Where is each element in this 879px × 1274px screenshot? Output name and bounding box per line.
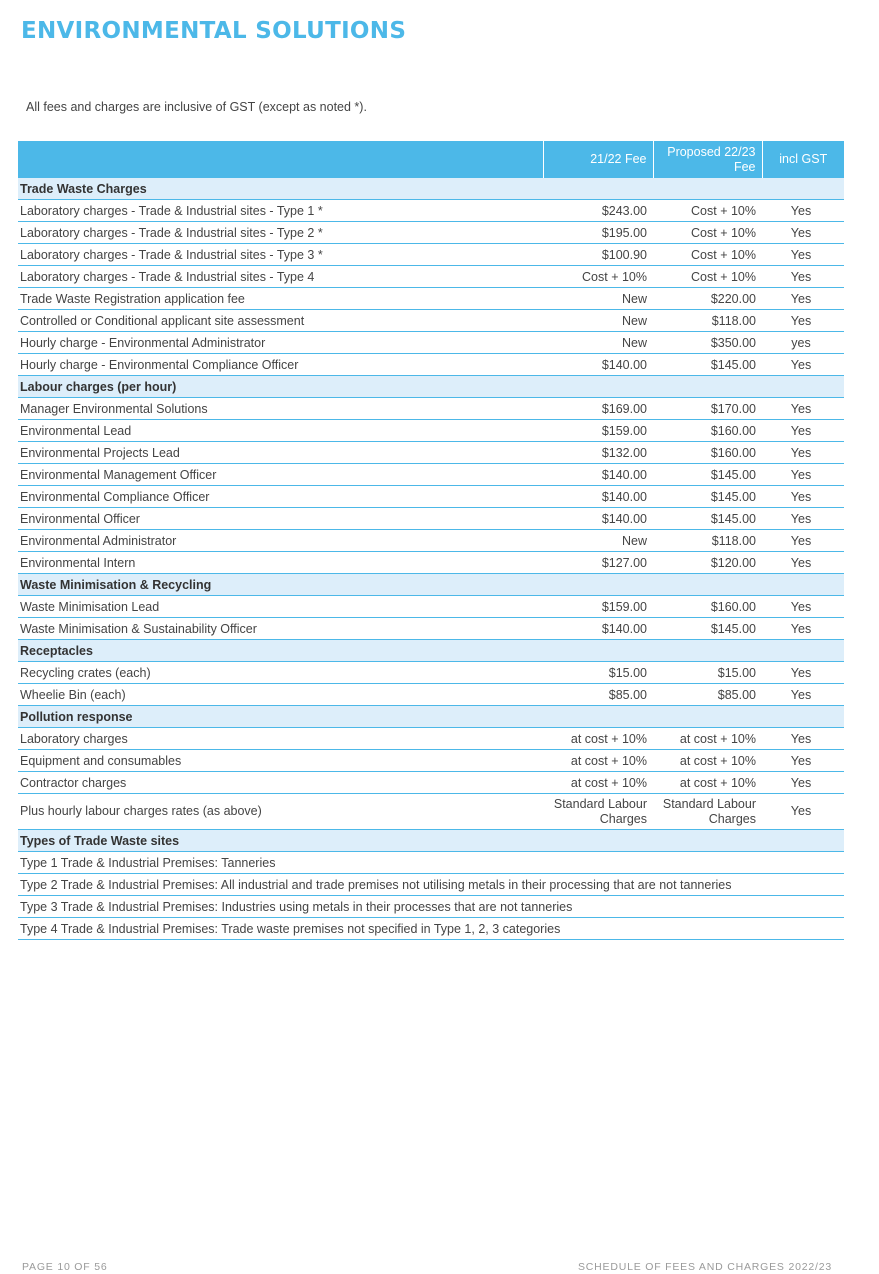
incl-gst-value: Yes — [762, 420, 844, 442]
fee-2122: Standard Labour Charges — [543, 794, 653, 830]
fee-row — [18, 442, 844, 464]
fee-row — [18, 200, 844, 222]
fee-description: Recycling crates (each) — [18, 662, 543, 684]
incl-gst-value: Yes — [762, 772, 844, 794]
fee-2122: $140.00 — [543, 508, 653, 530]
fee-row — [18, 750, 844, 772]
fee-description: Laboratory charges - Trade & Industrial sites - Type 1 * — [18, 200, 543, 222]
fee-2122: at cost + 10% — [543, 728, 653, 750]
fee-row — [18, 794, 844, 830]
fee-row — [18, 596, 844, 618]
header-2122-fee: 21/22 Fee — [543, 141, 653, 178]
fee-description: Laboratory charges - Trade & Industrial sites - Type 4 — [18, 266, 543, 288]
fee-description: Manager Environmental Solutions — [18, 398, 543, 420]
incl-gst-value: Yes — [762, 486, 844, 508]
fee-2122: at cost + 10% — [543, 750, 653, 772]
fee-proposed-2223: $15.00 — [653, 662, 762, 684]
incl-gst-value: Yes — [762, 200, 844, 222]
section-header-row — [18, 376, 844, 398]
incl-gst-value: Yes — [762, 618, 844, 640]
fee-proposed-2223: Cost + 10% — [653, 244, 762, 266]
fee-row — [18, 420, 844, 442]
fee-row — [18, 464, 844, 486]
fee-proposed-2223: $350.00 — [653, 332, 762, 354]
fee-row — [18, 530, 844, 552]
fee-proposed-2223: at cost + 10% — [653, 772, 762, 794]
fee-2122: $243.00 — [543, 200, 653, 222]
section-header-row — [18, 574, 844, 596]
section-label: Waste Minimisation & Recycling — [18, 574, 844, 596]
incl-gst-value: Yes — [762, 662, 844, 684]
fee-proposed-2223: $145.00 — [653, 618, 762, 640]
site-type-row — [18, 874, 844, 896]
incl-gst-value: Yes — [762, 310, 844, 332]
fee-2122: at cost + 10% — [543, 772, 653, 794]
incl-gst-value: Yes — [762, 530, 844, 552]
fee-row — [18, 618, 844, 640]
fee-row — [18, 222, 844, 244]
section-label: Trade Waste Charges — [18, 178, 844, 200]
incl-gst-value: Yes — [762, 398, 844, 420]
fee-description: Environmental Intern — [18, 552, 543, 574]
fee-proposed-2223: at cost + 10% — [653, 750, 762, 772]
fee-2122: $127.00 — [543, 552, 653, 574]
fee-2122: $140.00 — [543, 464, 653, 486]
fee-description: Equipment and consumables — [18, 750, 543, 772]
fee-description: Trade Waste Registration application fee — [18, 288, 543, 310]
page-number: PAGE 10 OF 56 — [22, 1261, 108, 1273]
incl-gst-value: Yes — [762, 266, 844, 288]
fee-description: Waste Minimisation & Sustainability Officer — [18, 618, 543, 640]
fee-proposed-2223: $85.00 — [653, 684, 762, 706]
site-type-description: Type 1 Trade & Industrial Premises: Tanneries — [18, 852, 844, 874]
fee-proposed-2223: $170.00 — [653, 398, 762, 420]
fee-proposed-2223: $118.00 — [653, 310, 762, 332]
fee-proposed-2223: $160.00 — [653, 442, 762, 464]
incl-gst-value: Yes — [762, 552, 844, 574]
fee-proposed-2223: $160.00 — [653, 596, 762, 618]
fee-proposed-2223: $118.00 — [653, 530, 762, 552]
fee-description: Environmental Administrator — [18, 530, 543, 552]
fee-proposed-2223: $120.00 — [653, 552, 762, 574]
fee-row — [18, 508, 844, 530]
header-proposed-fee: Proposed 22/23 Fee — [653, 141, 762, 178]
fee-description: Laboratory charges - Trade & Industrial sites - Type 2 * — [18, 222, 543, 244]
section-header-row — [18, 640, 844, 662]
fee-proposed-2223: $145.00 — [653, 354, 762, 376]
fee-proposed-2223: $145.00 — [653, 508, 762, 530]
section-header-row — [18, 706, 844, 728]
fee-row — [18, 266, 844, 288]
fee-description: Plus hourly labour charges rates (as above) — [18, 794, 543, 830]
fee-description: Environmental Management Officer — [18, 464, 543, 486]
incl-gst-value: Yes — [762, 244, 844, 266]
incl-gst-value: Yes — [762, 596, 844, 618]
gst-note: All fees and charges are inclusive of GST (except as noted *). — [26, 100, 367, 114]
fee-2122: $132.00 — [543, 442, 653, 464]
site-type-description: Type 3 Trade & Industrial Premises: Industries using metals in their processes that are not tanneries — [18, 896, 844, 918]
fee-row — [18, 772, 844, 794]
site-type-row — [18, 896, 844, 918]
fee-2122: $140.00 — [543, 354, 653, 376]
fee-2122: $195.00 — [543, 222, 653, 244]
incl-gst-value: Yes — [762, 750, 844, 772]
incl-gst-value: Yes — [762, 222, 844, 244]
fee-description: Waste Minimisation Lead — [18, 596, 543, 618]
fee-row — [18, 684, 844, 706]
incl-gst-value: Yes — [762, 442, 844, 464]
header-incl-gst: incl GST — [762, 141, 844, 178]
fees-table-body — [18, 178, 844, 940]
fee-2122: New — [543, 310, 653, 332]
fee-row — [18, 662, 844, 684]
fee-proposed-2223: $145.00 — [653, 486, 762, 508]
incl-gst-value: Yes — [762, 684, 844, 706]
table-header-row — [18, 141, 844, 178]
fee-proposed-2223: $220.00 — [653, 288, 762, 310]
fee-row — [18, 728, 844, 750]
fee-description: Environmental Compliance Officer — [18, 486, 543, 508]
fee-row — [18, 310, 844, 332]
site-type-row — [18, 918, 844, 940]
fee-2122: $100.90 — [543, 244, 653, 266]
fee-proposed-2223: Standard Labour Charges — [653, 794, 762, 830]
incl-gst-value: Yes — [762, 794, 844, 830]
incl-gst-value: Yes — [762, 508, 844, 530]
fee-2122: $140.00 — [543, 486, 653, 508]
fee-description: Environmental Projects Lead — [18, 442, 543, 464]
fee-proposed-2223: at cost + 10% — [653, 728, 762, 750]
section-label: Receptacles — [18, 640, 844, 662]
fee-row — [18, 332, 844, 354]
incl-gst-value: Yes — [762, 464, 844, 486]
incl-gst-value: yes — [762, 332, 844, 354]
incl-gst-value: Yes — [762, 354, 844, 376]
fee-2122: $85.00 — [543, 684, 653, 706]
fee-row — [18, 486, 844, 508]
fee-2122: $140.00 — [543, 618, 653, 640]
fee-2122: New — [543, 288, 653, 310]
fee-description: Laboratory charges — [18, 728, 543, 750]
section-label: Labour charges (per hour) — [18, 376, 844, 398]
fee-description: Hourly charge - Environmental Compliance Officer — [18, 354, 543, 376]
section-label: Pollution response — [18, 706, 844, 728]
fee-description: Environmental Lead — [18, 420, 543, 442]
fee-description: Controlled or Conditional applicant site assessment — [18, 310, 543, 332]
fee-2122: Cost + 10% — [543, 266, 653, 288]
document-title: SCHEDULE OF FEES AND CHARGES 2022/23 — [577, 1261, 832, 1273]
fee-row — [18, 288, 844, 310]
incl-gst-value: Yes — [762, 288, 844, 310]
fee-2122: $159.00 — [543, 420, 653, 442]
fees-table — [18, 141, 844, 940]
fee-proposed-2223: Cost + 10% — [653, 222, 762, 244]
fee-2122: $15.00 — [543, 662, 653, 684]
fee-description: Hourly charge - Environmental Administrator — [18, 332, 543, 354]
fee-proposed-2223: Cost + 10% — [653, 200, 762, 222]
fee-proposed-2223: $145.00 — [653, 464, 762, 486]
fee-description: Laboratory charges - Trade & Industrial sites - Type 3 * — [18, 244, 543, 266]
fee-proposed-2223: $160.00 — [653, 420, 762, 442]
fee-2122: New — [543, 332, 653, 354]
site-type-description: Type 4 Trade & Industrial Premises: Trade waste premises not specified in Type 1, 2, 3 categories — [18, 918, 844, 940]
page-title: ENVIRONMENTAL SOLUTIONS — [21, 18, 407, 44]
fee-description: Wheelie Bin (each) — [18, 684, 543, 706]
fee-description: Environmental Officer — [18, 508, 543, 530]
fee-2122: New — [543, 530, 653, 552]
fee-row — [18, 552, 844, 574]
fee-row — [18, 398, 844, 420]
fee-row — [18, 354, 844, 376]
fee-2122: $169.00 — [543, 398, 653, 420]
fee-2122: $159.00 — [543, 596, 653, 618]
incl-gst-value: Yes — [762, 728, 844, 750]
site-type-row — [18, 852, 844, 874]
fee-description: Contractor charges — [18, 772, 543, 794]
fee-row — [18, 244, 844, 266]
section-label: Types of Trade Waste sites — [18, 830, 844, 852]
section-header-row — [18, 178, 844, 200]
fee-proposed-2223: Cost + 10% — [653, 266, 762, 288]
header-description — [18, 141, 543, 178]
site-type-description: Type 2 Trade & Industrial Premises: All industrial and trade premises not utilising metals in their processing that are not tanneries — [18, 874, 844, 896]
section-header-row — [18, 830, 844, 852]
